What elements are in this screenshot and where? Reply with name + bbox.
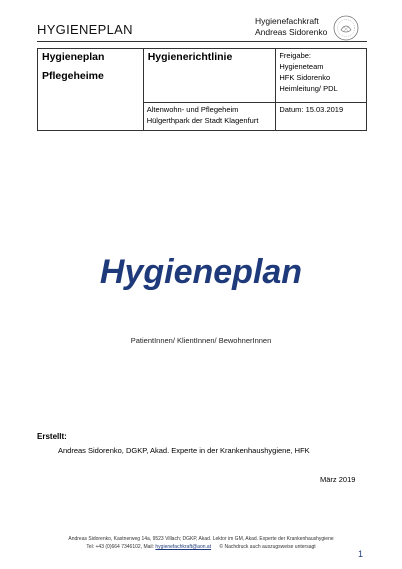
facility-cell [143, 103, 276, 131]
facility-name: Hülgerthpark der Stadt Klagenfurt [146, 116, 259, 125]
info-row [38, 49, 367, 103]
guideline-cell [143, 49, 276, 103]
header-role: Hygienefachkraft [255, 16, 319, 26]
plan-name: Hygieneplan [42, 51, 105, 63]
footer-contact [0, 543, 402, 551]
page-number: 1 [358, 549, 364, 559]
header-author [255, 16, 327, 37]
plan-cell [38, 49, 144, 131]
author-credentials: Andreas Sidorenko, DGKP, Akad. Experte in der Krankenhaushygiene, HFK [58, 446, 310, 455]
approval-entry: Hygieneteam [279, 62, 324, 71]
header-title: HYGIENEPLAN [37, 22, 133, 37]
plan-scope: Pflegeheime [42, 70, 104, 82]
approval-cell [276, 49, 367, 103]
document-date: Datum: 15.03.2019 [279, 105, 344, 114]
header-name: Andreas Sidorenko [255, 26, 328, 37]
footer-email-link[interactable]: hygienefachkraft@aon.at [155, 544, 212, 550]
approval-label: Freigabe: [279, 51, 312, 60]
document-info-table [37, 48, 367, 131]
footer-copyright: © Nachdruck auch auszugsweise untersagt [219, 544, 316, 550]
document-subtitle: PatientInnen/ KlientInnen/ BewohnerInnen [130, 336, 272, 345]
footer-address: Andreas Sidorenko, Kastnerweg 14a, 9523 Villach; DGKP, Akad. Lektor im GM, Akad. Experte der Krankenhaushygiene [68, 536, 334, 542]
facility-type: Altenwohn- und Pflegeheim [146, 105, 239, 114]
publication-date: März 2019 [320, 475, 356, 484]
seal-logo-icon [333, 15, 359, 41]
page-footer [0, 535, 402, 551]
document-title: Hygieneplan [99, 253, 303, 291]
header-divider [37, 41, 367, 42]
created-label: Erstellt: [37, 432, 67, 441]
footer-phone: Tel: +43 (0)664 7346102, Mail: [86, 544, 155, 550]
date-cell [276, 103, 367, 131]
approval-entry: Heimleitung/ PDL [279, 84, 338, 93]
guideline-title: Hygienerichtlinie [147, 51, 233, 63]
approval-entry: HFK Sidorenko [279, 73, 331, 82]
